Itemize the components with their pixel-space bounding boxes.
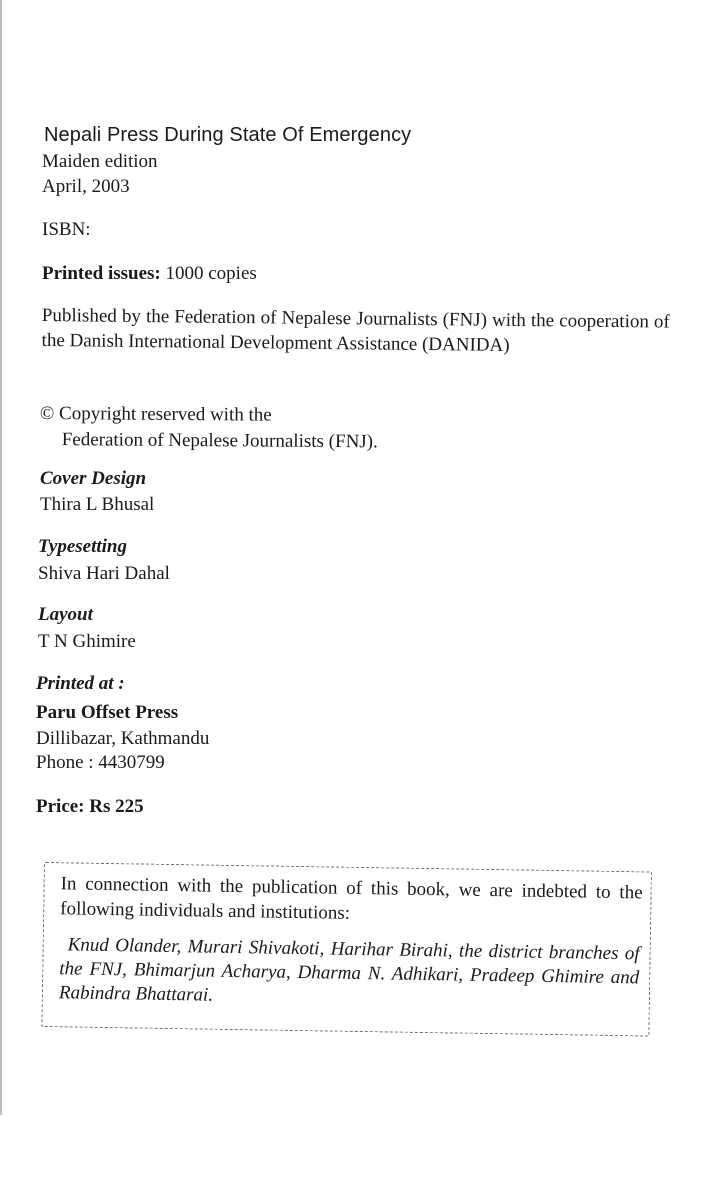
price: Price: Rs 225: [36, 796, 144, 817]
printer-phone: Phone : 4430799: [36, 752, 165, 773]
acknowledgement-names: Knud Olander, Murari Shivakoti, Harihar Birahi, the district branches of the FNJ, Bhimarjun Acharya, Dharma N. Adhikari, Pradeep Ghimire and Rabindra Bhattarai.: [58, 934, 640, 1006]
publisher-statement: Published by the Federation of Nepalese Journalists (FNJ) with the cooperation of the Danish International Development Assistance (DANIDA): [41, 304, 670, 356]
book-title: Nepali Press During State Of Emergency: [44, 124, 412, 146]
publication-date: April, 2003: [42, 176, 130, 197]
acknowledgement-box: [41, 862, 652, 1037]
edition-text: Maiden edition: [42, 151, 158, 172]
isbn-label: ISBN:: [42, 219, 91, 240]
printer-name: Paru Offset Press: [36, 702, 179, 723]
copyright-line-1: © Copyright reserved with the: [39, 402, 272, 426]
typesetting-value: Shiva Hari Dahal: [38, 563, 170, 584]
printed-issues-value: 1000 copies: [165, 263, 257, 284]
printer-address: Dillibazar, Kathmandu: [36, 728, 210, 749]
layout-value: T N Ghimire: [38, 631, 136, 652]
cover-design-value: Thira L Bhusal: [40, 494, 155, 515]
copyright-notice: [40, 401, 378, 455]
cover-design-label: Cover Design: [40, 468, 147, 489]
printed-at-label: Printed at :: [36, 673, 125, 694]
layout-label: Layout: [38, 604, 93, 625]
copyright-line-2: Federation of Nepalese Journalists (FNJ).: [61, 429, 378, 453]
page-edge-line: [0, 0, 2, 1115]
typesetting-label: Typesetting: [38, 536, 127, 557]
acknowledgement-intro: In connection with the publication of this book, we are indebted to the following individuals and institutions:: [60, 873, 643, 924]
printed-issues-label: Printed issues:: [42, 263, 161, 284]
printed-issues: [42, 263, 257, 285]
